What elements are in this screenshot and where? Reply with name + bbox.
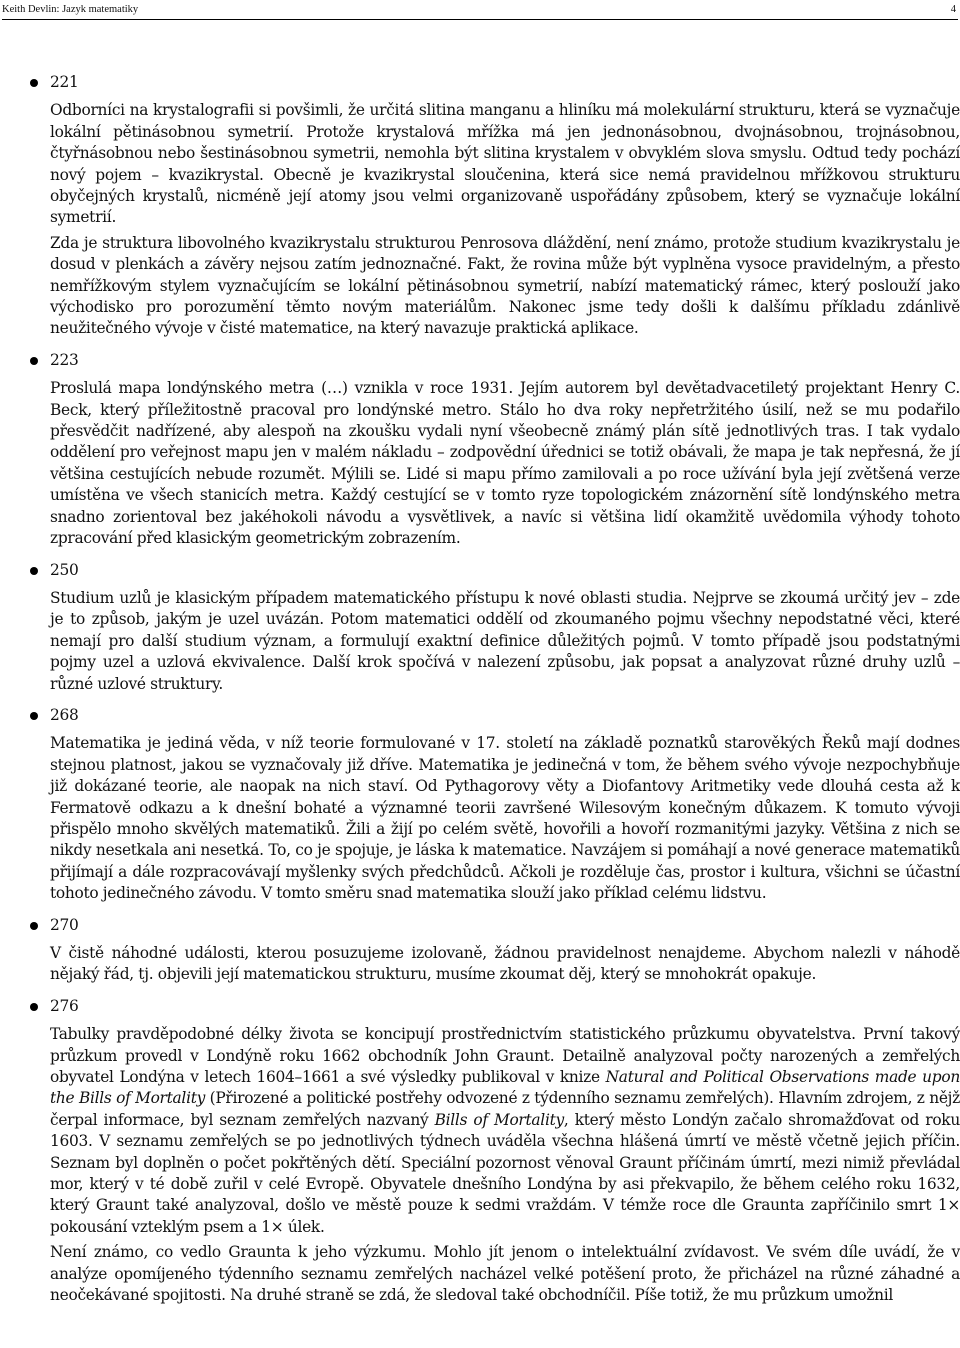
note-paragraph: Tabulky pravděpodobné délky života se koncipují prostřednictvím statistického průzkumu obyvatelstva. První takový průzkum provedl v Londýně roku 1662 obchodník John Graunt. Detailně analyzoval počty narozených a zemřelých obyvatel Londýna v letech 1604–1661 a své výsledky publikoval v knize Natural and Political Observations made upon the Bills of Mortality (Přirozené a politické postřehy odvozené z týdenního seznamu zemřelých). Hlavním zdrojem, z nějž čerpal informace, byl seznam zemřelých nazvaný Bills of Mortality, který město Londýn začalo shromažďovat od roku 1603. V seznamu zemřelých se po jednotlivých týdnech uváděla všechna hlášená úmrtí ve městě včetně jejich příčin. Seznam byl doplněn o počet pokřtěných dětí. Speciální pozornost věnoval Graunt příčinám úmrtí, mezi nimiž převládal mor, který v té době zuřil v celé Evropě. Obyvatele dnešního Londýna by asi překvapilo, že během celého roku 1632, který Graunt také analyzoval, došlo ve městě pouze k sedmi vraždám. V témže roce dle Graunta zapříčinilo smrt 1× pokousání vzteklým psem a 1× úlek. [50,1025,960,1236]
note-entry [28,915,960,986]
note-number: 268 [28,705,960,726]
note-paragraph: Matematika je jediná věda, v níž teorie formulované v 17. století na základě poznatků starověkých Řeků mají dodnes stejnou platnost, jakou se vyznačovaly již dříve. Matematika je jedinečná v tom, že během svého vývoje nezpochybňuje již dokázané teorie, ale naopak na nich staví. Od Pythagorovy věty a Diofantovy Aritmetiky vede dlouhá cesta až k Fermatově odkazu a k dnešní bohaté a významné teorii završené Wilesovým konečným důkazem. K tomuto vývoji přispělo mnoho skvělých matematiků. Žili a žijí po celém světě, hovořili a hovoří rozmanitými jazyky. Většina z nich se nikdy nesetkala ani nesetká. To, co je spojuje, je láska k matematice. Navzájem si pomáhají a nové generace matematiků přijímají a dále rozpracovávají myšlenky svých předchůdců. Ačkoli je rozděluje čas, prostor i kultura, všichni se účastní tohoto jedinečného závodu. V tomto směru snad matematika slouží jako příklad celému lidstvu. [50,734,960,903]
bullet-icon [30,567,38,575]
note-paragraph: Studium uzlů je klasickým případem matematického přístupu k nové oblasti studia. Nejprve se zkoumá určitý jev – zde je to způsob, jakým je uzel uvázán. Potom matematici oddělí od zkoumaného pojmu všechny nepodstatné věci, které nemají pro další studium význam, a formulují exaktní definice důležitých pojmů. V tomto případě jsou podstatnými pojmy uzel a uzlová ekvivalence. Další krok spočívá v nalezení způsobu, jak popsat a analyzovat různé druhy uzlů – různé uzlové struktury. [50,588,960,693]
note-number: 250 [28,560,960,581]
book-title: Natural and Political Observations made upon the Bills of Mortality [50,1067,960,1108]
bullet-icon [30,712,38,720]
note-paragraph: Odborníci na krystalografii si povšimli, že určitá slitina manganu a hliníku má molekulární strukturu, která se vyznačuje lokální pětinásobnou symetrií. Protože krystalová mřížka má jen jednonásobnou, dvojnásobnou, trojnásobnou, čtyřnásobnou nebo šestinásobnou symetrii, nemohla být slitina krystalem v obvyklém slova smyslu. Odtud tedy pochází nový pojem – kvazikrystal. Obecně je kvazikrystal sloučenina, která sice nemá pravidelnou mřížkovou strukturu obyčejných krystalů, nicméně její atomy jsou velmi organizovaně uspořádány způsobem, který se vyznačuje lokální symetrií. [50,101,960,227]
note-number: 223 [28,350,960,371]
page-number: 4 [950,4,956,15]
running-header [2,3,958,20]
note-paragraph: V čistě náhodné události, kterou posuzujeme izolovaně, žádnou pravidelnost nenajdeme. Abychom nalezli v náhodě nějaký řád, tj. objevili její matematickou strukturu, musíme zkoumat děj, který se mnohokrát opakuje. [50,943,960,984]
note-entry [28,705,960,905]
book-title: Bills of Mortality [434,1110,564,1129]
note-entry [28,560,960,695]
note-number: 221 [28,72,960,93]
note-paragraph: Není známo, co vedlo Graunta k jeho výzkumu. Mohlo jít jenom o intelektuální zvídavost. Ve svém díle uvádí, že v analýze opomíjeného týdenního seznamu zemřelých nacházel velké potěšení proto, že přicházel na různé záhadné a neočekávané spojitosti. Na druhé straně se zdá, že sledoval také obchodníčil. Píše totiž, že mu průzkum umožnil [50,1243,960,1305]
note-entry [28,350,960,550]
bullet-icon [30,922,38,930]
note-entry [28,996,960,1307]
bullet-icon [30,357,38,365]
note-number: 276 [28,996,960,1017]
header-title: Keith Devlin: Jazyk matematiky [2,4,139,15]
note-paragraph: Proslulá mapa londýnského metra (…) vznikla v roce 1931. Jejím autorem byl devětadvacetiletý projektant Henry C. Beck, který příležitostně pracoval pro londýnské metro. Stálo ho dva roky nepřetržitého úsilí, než se mu podařilo přesvědčit nadřízené, aby alespoň na zkoušku vydali nyní všeobecně známý plán sítě jednotlivých tras. I tak vydalo oddělení pro veřejnost mapu jen v malém nákladu – zodpovědní úřednici se totiž obávali, že mapa je tak nepřesná, že jí většina cestujících nebude rozumět. Mýlili se. Lidé si mapu přímo zamilovali a po roce užívání byla její zvětšená verze umístěna ve všech stanicích metra. Každý cestující se v tomto ryze topologickém znázornění sítě londýnského metra snadno zorientoval bez jakéhokoli návodu a vysvětlivek, a navíc si většina lidí okamžitě uvědomila výhody tohoto zpracování před klasickým geometrickým zobrazením. [50,379,960,548]
note-number: 270 [28,915,960,936]
bullet-icon [30,79,38,87]
note-entry [28,72,960,340]
bullet-icon [30,1003,38,1011]
note-paragraph: Zda je struktura libovolného kvazikrystalu strukturou Penrosova dláždění, není známo, protože studium kvazikrystalu je dosud v plenkách a závěry nejsou zatím jednoznačné. Fakt, že rovina může být vyplněna vysoce pravidelným, a přesto nemřížkovým stylem vyznačujícím se lokální pětinásobnou symetrií, nabízí matematický rámec, který poslouží jako východisko pro porozumění těmto novým materiálům. Nakonec jsme tedy došli k dalšímu příkladu zdánlivě neužitečného vývoje v čisté matematice, na který navazuje praktická aplikace. [50,233,960,338]
notes-content [28,72,960,1310]
